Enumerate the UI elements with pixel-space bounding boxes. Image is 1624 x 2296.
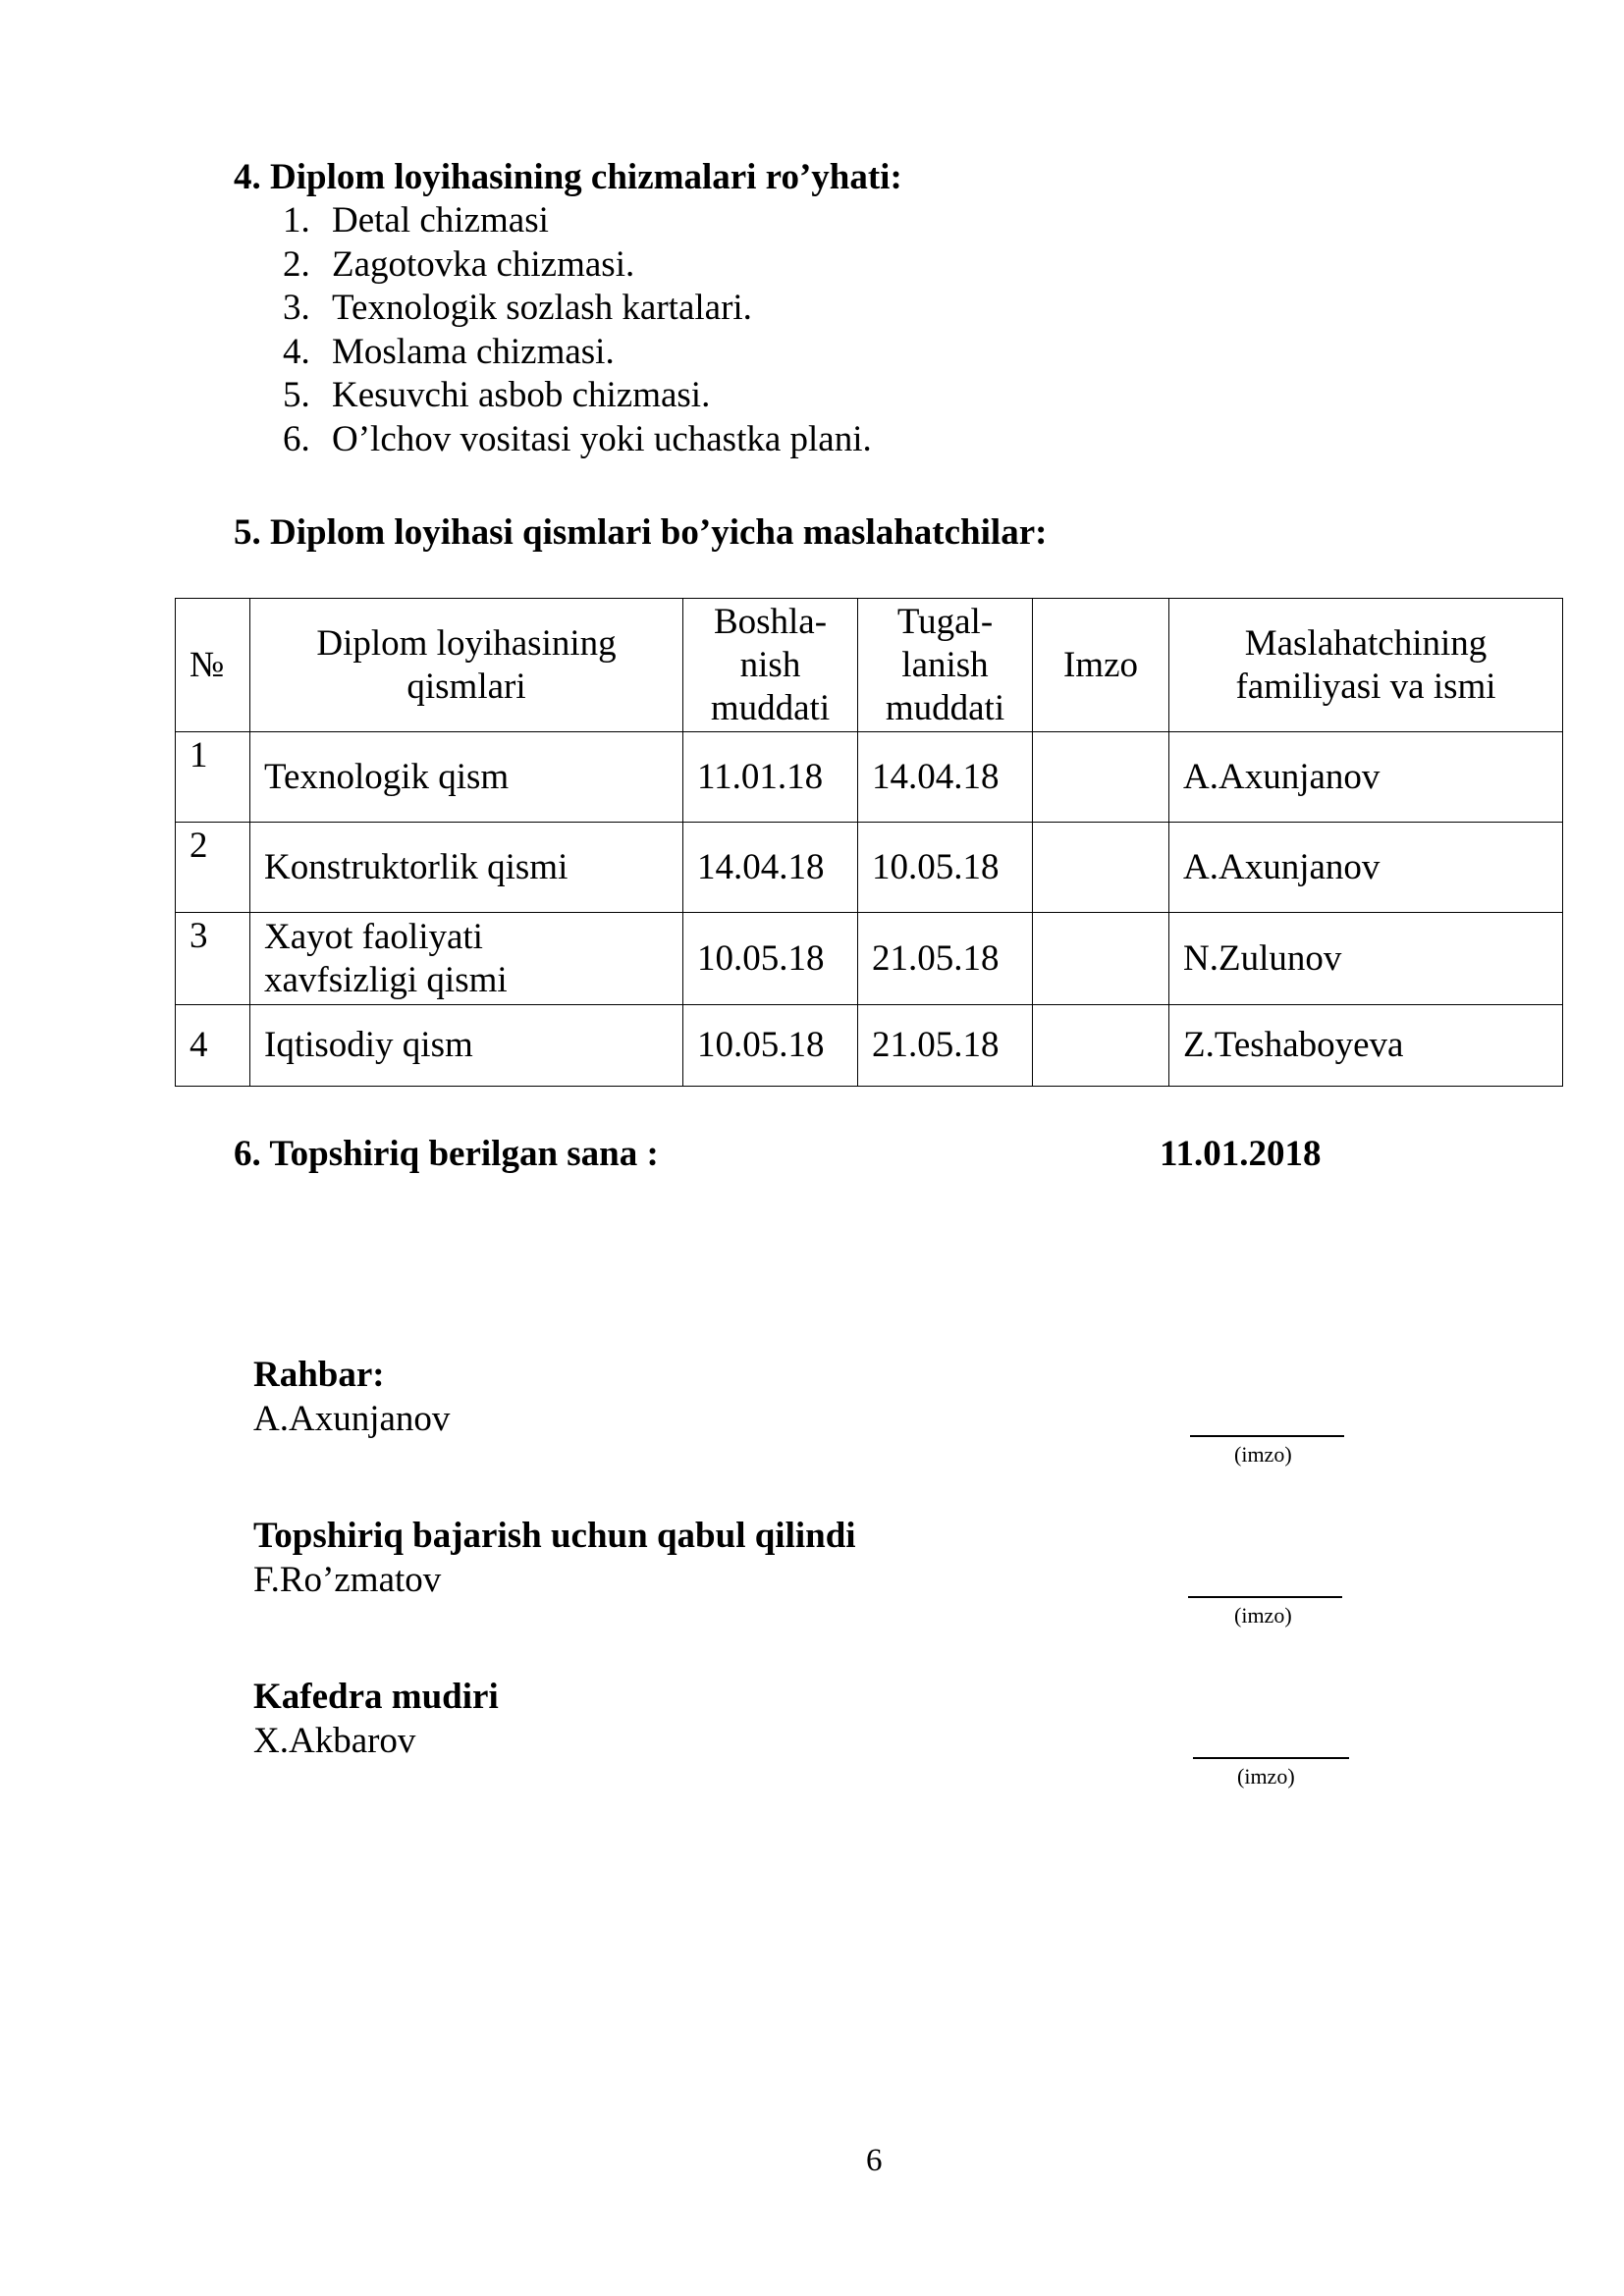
list-item: 3. Texnologik sozlash kartalari. bbox=[283, 288, 752, 329]
header-number: № bbox=[176, 599, 250, 732]
row-number: 3 bbox=[176, 913, 250, 1005]
row-start-date: 11.01.18 bbox=[683, 732, 858, 823]
row-part: Xayot faoliyati xavfsizligi qismi bbox=[250, 913, 683, 1005]
accepted-by-signature-line bbox=[1188, 1596, 1342, 1598]
list-item: 5. Kesuvchi asbob chizmasi. bbox=[283, 375, 711, 416]
row-start-date: 14.04.18 bbox=[683, 823, 858, 913]
accepted-by-name: F.Ro’zmatov bbox=[253, 1560, 442, 1600]
page-number: 6 bbox=[866, 2143, 883, 2178]
row-number: 1 bbox=[176, 732, 250, 823]
row-advisor: Z.Teshaboyeva bbox=[1169, 1005, 1563, 1087]
header-part: Diplom loyihasining qismlari bbox=[250, 599, 683, 732]
list-item: 6. O’lchov vositasi yoki uchastka plani. bbox=[283, 418, 872, 459]
drawings-list bbox=[283, 199, 872, 462]
row-part: Konstruktorlik qismi bbox=[250, 823, 683, 913]
issue-date: 11.01.2018 bbox=[1160, 1134, 1322, 1174]
header-advisor: Maslahatchining familiyasi va ismi bbox=[1169, 599, 1563, 732]
table-row bbox=[176, 823, 1563, 913]
section-5-title: 5. Diplom loyihasi qismlari bo’yicha maslahatchilar: bbox=[234, 512, 1048, 553]
accepted-by-signature-caption: (imzo) bbox=[1234, 1603, 1292, 1628]
row-part: Iqtisodiy qism bbox=[250, 1005, 683, 1087]
table-row bbox=[176, 1005, 1563, 1087]
table-row bbox=[176, 732, 1563, 823]
supervisor-signature-line bbox=[1190, 1435, 1344, 1437]
row-advisor: A.Axunjanov bbox=[1169, 823, 1563, 913]
table-header-row bbox=[176, 599, 1563, 732]
row-end-date: 10.05.18 bbox=[858, 823, 1033, 913]
row-signature bbox=[1033, 823, 1169, 913]
list-item: 2. Zagotovka chizmasi. bbox=[283, 243, 635, 285]
list-item: 4. Moslama chizmasi. bbox=[283, 331, 615, 372]
row-signature bbox=[1033, 1005, 1169, 1087]
row-advisor: N.Zulunov bbox=[1169, 913, 1563, 1005]
section-4-title: 4. Diplom loyihasining chizmalari ro’yhati: bbox=[234, 157, 902, 197]
header-end-date: Tugal- lanish muddati bbox=[858, 599, 1033, 732]
department-head-signature-caption: (imzo) bbox=[1237, 1764, 1295, 1789]
department-head-title: Kafedra mudiri bbox=[253, 1677, 499, 1717]
supervisor-signature-caption: (imzo) bbox=[1234, 1442, 1292, 1467]
row-number: 4 bbox=[176, 1005, 250, 1087]
table-row bbox=[176, 913, 1563, 1005]
list-item: 1. Detal chizmasi bbox=[283, 200, 549, 240]
row-signature bbox=[1033, 732, 1169, 823]
supervisor-name: A.Axunjanov bbox=[253, 1399, 451, 1439]
section-6-label: 6. Topshiriq berilgan sana : bbox=[234, 1134, 659, 1174]
row-end-date: 21.05.18 bbox=[858, 1005, 1033, 1087]
department-head-signature-line bbox=[1193, 1757, 1349, 1759]
row-start-date: 10.05.18 bbox=[683, 1005, 858, 1087]
accepted-by-title: Topshiriq bajarish uchun qabul qilindi bbox=[253, 1516, 856, 1556]
department-head-name: X.Akbarov bbox=[253, 1721, 416, 1761]
header-signature: Imzo bbox=[1033, 599, 1169, 732]
advisors-table bbox=[175, 598, 1563, 1087]
row-end-date: 21.05.18 bbox=[858, 913, 1033, 1005]
row-part: Texnologik qism bbox=[250, 732, 683, 823]
row-advisor: A.Axunjanov bbox=[1169, 732, 1563, 823]
supervisor-title: Rahbar: bbox=[253, 1355, 385, 1395]
row-end-date: 14.04.18 bbox=[858, 732, 1033, 823]
row-start-date: 10.05.18 bbox=[683, 913, 858, 1005]
row-signature bbox=[1033, 913, 1169, 1005]
row-number: 2 bbox=[176, 823, 250, 913]
header-start-date: Boshla- nish muddati bbox=[683, 599, 858, 732]
